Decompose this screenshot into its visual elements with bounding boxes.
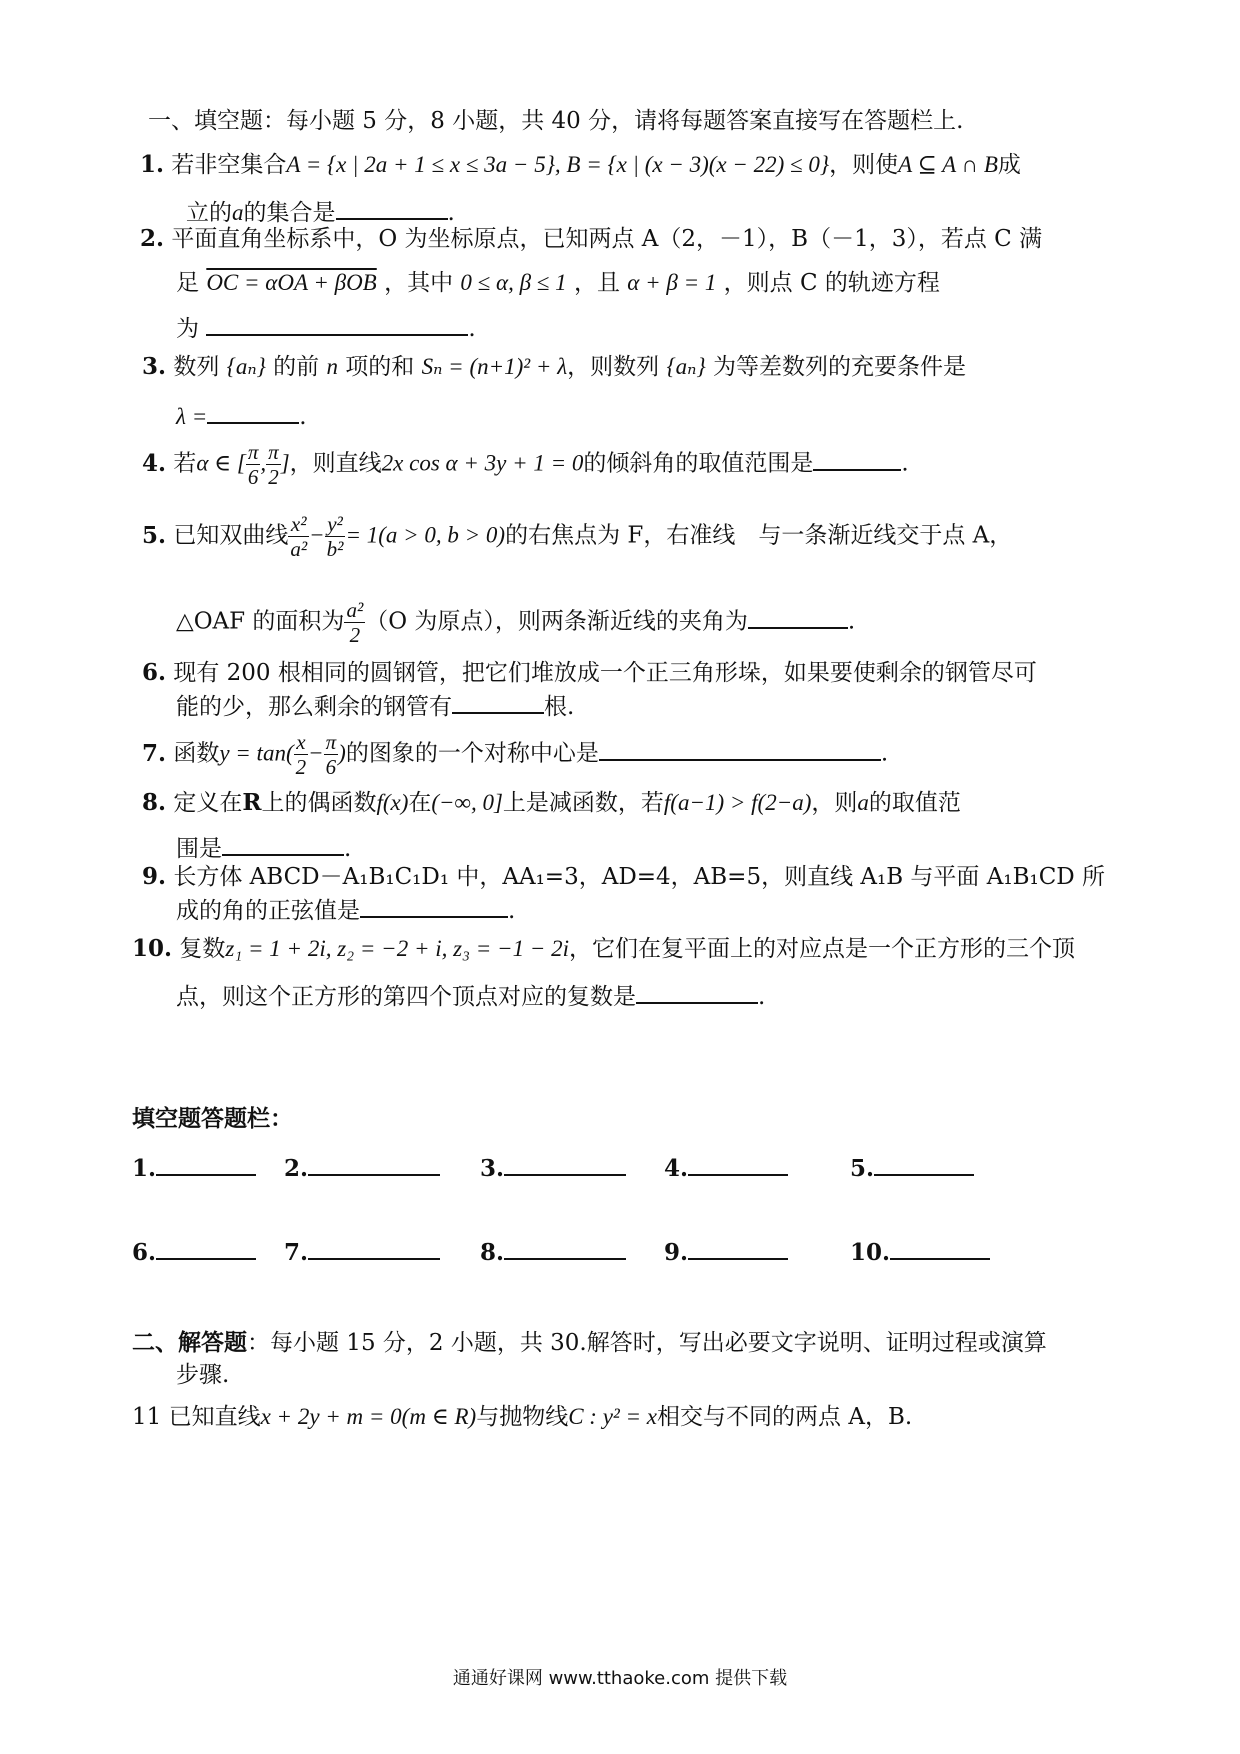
q10-text-l2: 点，则这个正方形的第四个顶点对应的复数是 xyxy=(176,984,636,1010)
question-9-line-2 xyxy=(176,894,515,926)
q4-frac1-top: π xyxy=(247,440,259,464)
q5-answer-blank xyxy=(748,605,848,629)
q8-text-e: ，则 xyxy=(811,790,858,816)
section1-header xyxy=(148,106,963,136)
q3-math-sum: Sₙ = (n+1)² + λ xyxy=(421,354,568,379)
question-3-line-2 xyxy=(176,400,307,432)
question-8-line-2 xyxy=(176,832,351,864)
q4-text-c: 的倾斜角的取值范围是 xyxy=(583,450,814,477)
q8-math-interval: (−∞, 0] xyxy=(431,790,503,815)
question-10-line-1 xyxy=(132,934,1075,964)
q4-text-a: 若 xyxy=(173,450,197,477)
q4-math-line: 2x cos α + 3y + 1 = 0 xyxy=(381,450,584,476)
question-5-number: 5. xyxy=(142,521,167,549)
q5-frac2-bot: b² xyxy=(326,537,344,561)
question-8-number: 8. xyxy=(142,789,167,816)
q7-frac-pi-6 xyxy=(324,730,339,779)
q10-end: . xyxy=(758,984,766,1010)
q5-frac3-top: a² xyxy=(346,598,364,622)
q5-frac-x2-a2 xyxy=(288,512,309,561)
section2-line-2 xyxy=(176,1360,229,1390)
q2-answer-blank xyxy=(206,312,468,336)
q2-text-l3: 为 xyxy=(176,316,199,342)
q1-math-subset: A ⊆ A ∩ B xyxy=(898,152,998,177)
question-6-line-2 xyxy=(176,690,574,722)
answer-line-9[interactable] xyxy=(688,1234,788,1260)
q9-answer-blank xyxy=(360,894,508,918)
q8-text-l2: 围是 xyxy=(176,836,222,862)
q5-minus: − xyxy=(309,522,325,548)
q4-frac1-bot: 6 xyxy=(247,465,259,489)
footer xyxy=(0,1664,1240,1690)
q7-frac2-top: π xyxy=(325,730,337,754)
q3-math-n: n xyxy=(326,354,338,379)
q1-text-l2b: 的集合是 xyxy=(243,200,336,226)
q3-text-b: 的前 xyxy=(273,354,320,380)
q6-answer-blank xyxy=(452,690,544,714)
q3-text-a: 数列 xyxy=(173,354,220,380)
q9-text-l1: 长方体 ABCD－A₁B₁C₁D₁ 中，AA₁=3，AD=4，AB=5，则直线 A₁B 与平面 A₁B₁CD 所 xyxy=(173,864,1106,890)
q5-frac3-bot: 2 xyxy=(349,623,361,647)
q3-end: . xyxy=(299,404,307,430)
q4-frac-pi-6 xyxy=(246,440,261,489)
q2-text-l2d: ，则点 C 的轨迹方程 xyxy=(723,270,940,296)
question-7-line xyxy=(142,730,888,779)
q4-comma: , xyxy=(260,450,267,476)
answer-line-2[interactable] xyxy=(308,1150,440,1176)
question-10-number: 10. xyxy=(132,935,173,962)
q1-text-b: ，则使 xyxy=(829,152,899,178)
question-5-line-2 xyxy=(176,598,855,647)
question-9-line-1 xyxy=(142,862,1105,892)
answer-label-5: 5. xyxy=(850,1155,875,1182)
q11-text-c: 相交与不同的两点 A，B. xyxy=(657,1404,913,1430)
answer-label-2: 2. xyxy=(284,1155,309,1182)
q2-end: . xyxy=(468,316,476,342)
q11-text-a: 已知直线 xyxy=(168,1404,261,1430)
question-10-line-2 xyxy=(176,980,765,1012)
answer-line-5[interactable] xyxy=(874,1150,974,1176)
q1-text-c: 成 xyxy=(997,152,1021,178)
q4-answer-blank xyxy=(813,447,901,471)
question-6-line-1 xyxy=(142,658,1037,688)
section2-title: 二、解答题 xyxy=(132,1329,247,1356)
q1-math-a: a xyxy=(232,200,244,225)
q1-answer-blank xyxy=(336,196,448,220)
answer-line-4[interactable] xyxy=(688,1150,788,1176)
question-3-number: 3. xyxy=(142,353,167,380)
answer-line-6[interactable] xyxy=(156,1234,256,1260)
q7-frac-x-2 xyxy=(294,730,309,779)
answer-label-8: 8. xyxy=(480,1239,505,1266)
answer-slot-10 xyxy=(850,1234,990,1268)
answer-label-3: 3. xyxy=(480,1155,505,1182)
q7-answer-blank xyxy=(599,737,881,761)
q5-frac1-bot: a² xyxy=(290,537,308,561)
q7-frac2-bot: 6 xyxy=(325,755,337,779)
answer-line-1[interactable] xyxy=(156,1150,256,1176)
answer-slot-5 xyxy=(850,1150,974,1184)
q8-end: . xyxy=(344,836,352,862)
answer-line-3[interactable] xyxy=(504,1150,626,1176)
q2-text-l2b: ，其中 xyxy=(384,270,454,296)
q7-text-b: 的图象的一个对称中心是 xyxy=(345,740,599,767)
q4-frac-pi-2 xyxy=(266,440,281,489)
q2-math-range: 0 ≤ α, β ≤ 1 xyxy=(460,270,567,295)
section2-text-l1: ：每小题 15 分，2 小题，共 30.解答时，写出必要文字说明、证明过程或演算 xyxy=(247,1330,1047,1356)
q5-frac2-top: y² xyxy=(325,512,346,537)
question-2-line-1 xyxy=(140,224,1042,254)
q6-text-l2a: 能的少，那么剩余的钢管有 xyxy=(176,694,452,720)
q2-math-sum: α + β = 1 xyxy=(627,270,717,295)
q3-text-e: 为等差数列的充要条件是 xyxy=(713,354,967,380)
q9-end: . xyxy=(508,898,516,924)
q8-text-a: 定义在 xyxy=(173,790,243,816)
answer-slot-7 xyxy=(284,1234,440,1268)
q5-text-b: 的右焦点为 F，右准线 与一条渐近线交于点 A， xyxy=(505,522,1013,549)
question-9-number: 9. xyxy=(142,863,167,890)
q11-text-b: 与抛物线 xyxy=(476,1404,569,1430)
q3-math-seq2: {aₙ} xyxy=(666,354,706,379)
answer-label-4: 4. xyxy=(664,1155,689,1182)
q4-text-b: ，则直线 xyxy=(289,450,382,477)
question-8-line-1 xyxy=(142,788,961,818)
q8-math-fx: f(x) xyxy=(376,790,409,815)
q8-text-d: 上是减函数，若 xyxy=(502,790,664,816)
q10-answer-blank xyxy=(636,980,758,1004)
question-2-line-2 xyxy=(176,268,940,298)
q7-end: . xyxy=(880,740,889,767)
answer-bar-title-text: 填空题答题栏： xyxy=(132,1105,293,1132)
answer-slot-4 xyxy=(664,1150,788,1184)
q8-text-c: 在 xyxy=(408,790,432,816)
section1-header-text: 一、填空题：每小题 5 分，8 小题，共 40 分，请将每题答案直接写在答题栏上. xyxy=(148,108,964,134)
q2-text-l2c: ，且 xyxy=(573,270,620,296)
q5-end: . xyxy=(847,608,856,635)
answer-label-6: 6. xyxy=(132,1239,157,1266)
q5-frac-y2-b2 xyxy=(325,512,346,561)
answer-label-7: 7. xyxy=(284,1239,309,1266)
question-4-number: 4. xyxy=(142,449,167,477)
q3-text-c: 项的和 xyxy=(345,354,415,380)
q8-answer-blank xyxy=(222,832,344,856)
question-2-number: 2. xyxy=(140,225,165,252)
q1-text-a: 若非空集合 xyxy=(171,152,287,178)
q5-math-eq: = 1(a > 0, b > 0) xyxy=(345,522,506,548)
answer-label-10: 10. xyxy=(850,1239,891,1266)
question-1-number: 1. xyxy=(140,151,165,178)
q8-math-ineq: f(a−1) > f(2−a) xyxy=(663,790,812,815)
q7-frac1-top: x xyxy=(294,730,309,755)
q2-text-l1: 平面直角坐标系中，O 为坐标原点，已知两点 A（2，－1），B（－1，3），若点 C 满 xyxy=(171,226,1043,252)
q8-text-f: 的取值范 xyxy=(868,790,961,816)
answer-line-7[interactable] xyxy=(308,1234,440,1260)
q8-text-b: 上的偶函数 xyxy=(261,790,377,816)
question-11-number: 11 xyxy=(132,1404,162,1430)
section2-line-1 xyxy=(132,1328,1047,1358)
question-5-line-1 xyxy=(142,512,1012,561)
answer-label-1: 1. xyxy=(132,1155,157,1182)
q10-math-z: z₁ = 1 + 2i, z₂ = −2 + i, z₃ = −1 − 2i xyxy=(225,936,570,961)
answer-line-10[interactable] xyxy=(890,1234,990,1260)
q11-math-line: x + 2y + m = 0(m ∈ R) xyxy=(260,1404,477,1429)
q4-math-close: ] xyxy=(280,450,290,476)
q4-frac2-bot: 2 xyxy=(268,465,279,489)
question-11-line xyxy=(132,1402,912,1432)
q4-frac2-top: π xyxy=(268,440,279,464)
q8-real-R: R xyxy=(242,789,262,816)
question-4-line xyxy=(142,440,909,489)
q5-text-a: 已知双曲线 xyxy=(173,522,289,549)
question-2-line-3 xyxy=(176,312,476,344)
answer-line-8[interactable] xyxy=(504,1234,626,1260)
q1-end: . xyxy=(447,200,455,226)
q7-minus: − xyxy=(308,740,324,766)
q10-text-a: 复数 xyxy=(179,936,226,962)
q3-answer-blank xyxy=(207,400,299,424)
q9-text-l2: 成的角的正弦值是 xyxy=(176,898,360,924)
q6-text-l1: 现有 200 根相同的圆钢管，把它们堆放成一个正三角形垛，如果要使剩余的钢管尽可 xyxy=(173,660,1037,686)
q5-frac-a2-2 xyxy=(344,598,365,647)
answer-slot-9 xyxy=(664,1234,788,1268)
answer-slot-6 xyxy=(132,1234,256,1268)
footer-text: 通通好课网 www.tthaoke.com 提供下载 xyxy=(452,1668,788,1689)
q7-text-a: 函数 xyxy=(173,740,220,767)
answer-label-9: 9. xyxy=(664,1239,689,1266)
q7-math-close: ) xyxy=(338,740,346,766)
q7-math-tan: y = tan( xyxy=(219,740,294,766)
q2-text-l2a: 足 xyxy=(176,270,199,296)
answer-slot-3 xyxy=(480,1150,626,1184)
question-6-number: 6. xyxy=(142,659,167,686)
answer-slot-1 xyxy=(132,1150,256,1184)
q5-text-l2a: △OAF 的面积为 xyxy=(176,608,345,635)
answer-bar-title xyxy=(132,1104,293,1134)
q4-end: . xyxy=(901,450,909,477)
q2-math-vector: OC = αOA + βOB xyxy=(206,270,377,295)
q5-frac1-top: x² xyxy=(288,512,309,537)
q6-text-l2b: 根. xyxy=(544,694,575,720)
q11-math-parabola: C : y² = x xyxy=(568,1404,658,1429)
answer-slot-8 xyxy=(480,1234,626,1268)
q3-text-d: ，则数列 xyxy=(567,354,660,380)
q10-text-b: ，它们在复平面上的对应点是一个正方形的三个顶 xyxy=(569,936,1076,962)
q4-math-alpha: α ∈ [ xyxy=(196,450,246,476)
q8-math-a: a xyxy=(857,790,869,815)
q7-frac1-bot: 2 xyxy=(295,755,307,779)
answer-slot-2 xyxy=(284,1150,440,1184)
q3-math-lambda: λ = xyxy=(176,404,208,429)
q1-text-l2a: 立的 xyxy=(186,200,232,226)
section2-text-l2: 步骤. xyxy=(176,1362,230,1388)
q3-math-seq1: {aₙ} xyxy=(226,354,266,379)
q5-text-l2b: （O 为原点），则两条渐近线的夹角为 xyxy=(365,608,748,635)
question-3-line-1 xyxy=(142,352,966,382)
question-7-number: 7. xyxy=(142,739,167,767)
q1-math-sets: A = {x | 2a + 1 ≤ x ≤ 3a − 5}, B = {x | (x − 3)(x − 22) ≤ 0} xyxy=(286,152,830,177)
question-1-line-1 xyxy=(140,150,1021,180)
